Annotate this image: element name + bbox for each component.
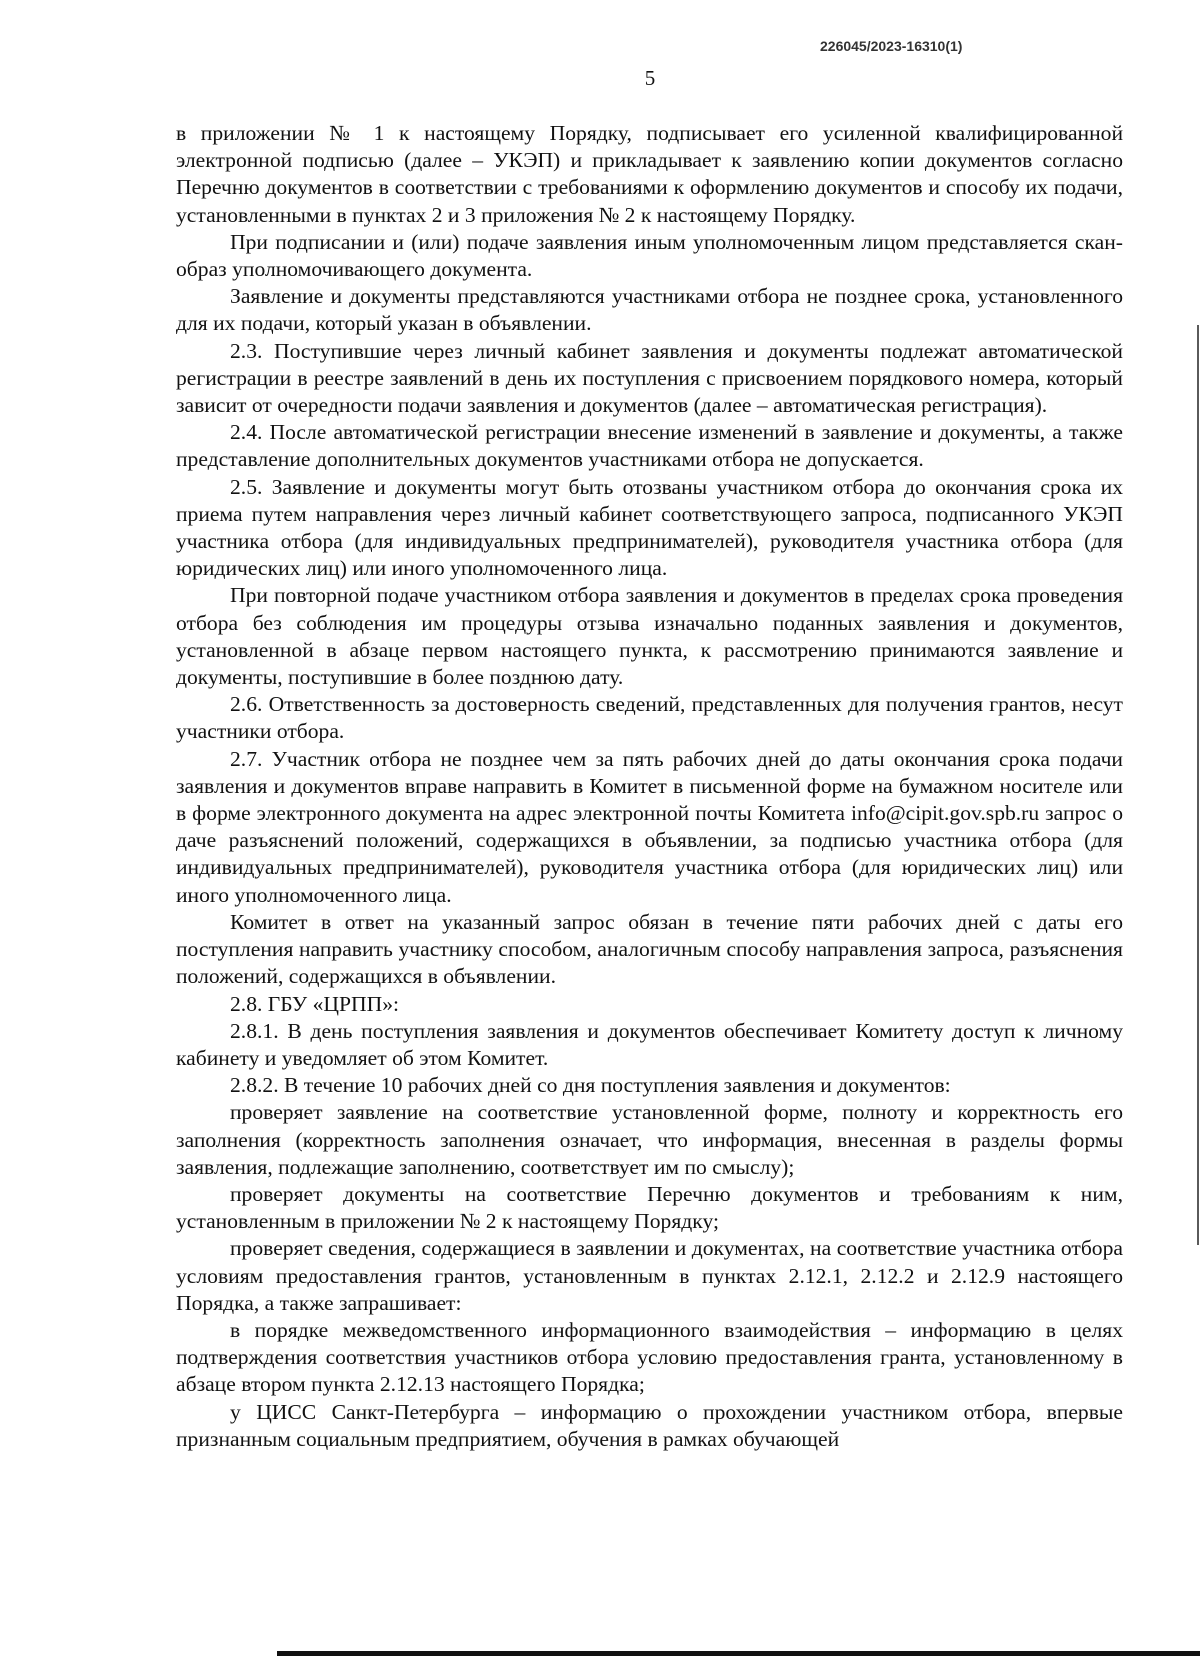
document-id: 226045/2023-16310(1) (820, 38, 963, 54)
paragraph: При повторной подаче участником отбора заявления и документов в пределах срока проведения отбора без соблюдения им процедуры отзыва изначально поданных заявления и документов, установленной в абзаце первом настоящего пункта, к рассмотрению принимаются заявление и документы, поступившие в более позднюю дату. (176, 583, 1123, 690)
paragraph: проверяет заявление на соответствие установленной форме, полноту и корректность его заполнения (корректность заполнения означает, что информация, внесенная в разделы формы заявления, подлежащие заполнению, соответствует им по смыслу); (176, 1100, 1123, 1179)
paragraph: 2.8.1. В день поступления заявления и документов обеспечивает Комитету доступ к личному кабинету и уведомляет об этом Комитет. (176, 1018, 1123, 1070)
document-body (176, 120, 1123, 1453)
paragraph: 2.8. ГБУ «ЦРПП»: (230, 991, 399, 1016)
paragraph: При подписании и (или) подаче заявления иным уполномоченным лицом представляется скан-образ уполномочивающего документа. (176, 229, 1123, 282)
paragraph: 2.8.2. В течение 10 рабочих дней со дня поступления заявления и документов: (230, 1073, 951, 1098)
paragraph: проверяет документы на соответствие Перечню документов и требованиям к ним, установленным в приложении № 2 к настоящему Порядку; (176, 1181, 1123, 1234)
paragraph: Комитет в ответ на указанный запрос обязан в течение пяти рабочих дней с даты его поступления направить участнику способом, аналогичным способу направления запроса, разъяснения положений, содержащихся в объявлении. (176, 909, 1123, 989)
scan-edge-line (1197, 325, 1199, 1245)
paragraph: Заявление и документы представляются участниками отбора не позднее срока, установленного для их подачи, который указан в объявлении. (176, 284, 1123, 336)
paragraph: 2.7. Участник отбора не позднее чем за пять рабочих дней до даты окончания срока подачи заявления и документов вправе направить в Комитет в письменной форме на бумажном носителе или в форме электронного документа на адрес электронной почты Комитета info@cipit.gov.spb.ru запрос о даче разъяснений положений, содержащихся в объявлении, за подписью участника отбора (для индивидуальных предпринимателей), руководителя участника отбора (для юридических лиц) или иного уполномоченного лица. (176, 746, 1123, 907)
paragraph: в порядке межведомственного информационного взаимодействия – информацию в целях подтверждения соответствия участников отбора условию предоставления гранта, установленному в абзаце втором пункта 2.12.13 настоящего Порядка; (176, 1317, 1123, 1397)
paragraph: 2.3. Поступившие через личный кабинет заявления и документы подлежат автоматической регистрации в реестре заявлений в день их поступления с присвоением порядкового номера, который зависит от очередности подачи заявления и документов (далее – автоматическая регистрация). (176, 338, 1123, 418)
paragraph: 2.4. После автоматической регистрации внесение изменений в заявление и документы, а также представление дополнительных документов участниками отбора не допускается. (176, 420, 1123, 472)
scan-bottom-line (277, 1651, 1200, 1656)
page-number: 5 (644, 66, 656, 90)
paragraph: у ЦИСС Санкт-Петербурга – информацию о прохождении участником отбора, впервые признанным социальным предприятием, обучения в рамках обучающей (176, 1399, 1123, 1451)
paragraph: 2.5. Заявление и документы могут быть отозваны участником отбора до окончания срока их приема путем направления через личный кабинет соответствующего запроса, подписанного УКЭП участника отбора (для индивидуальных предпринимателей), руководителя участника отбора (для юридических лиц) или иного уполномоченного лица. (176, 474, 1123, 581)
paragraph: 2.6. Ответственность за достоверность сведений, представленных для получения грантов, несут участники отбора. (176, 692, 1123, 744)
paragraph: проверяет сведения, содержащиеся в заявлении и документах, на соответствие участника отбора условиям предоставления грантов, установленным в пунктах 2.12.1, 2.12.2 и 2.12.9 настоящего Порядка, а также запрашивает: (176, 1236, 1123, 1315)
paragraph: в приложении № 1 к настоящему Порядку, подписывает его усиленной квалифицированной электронной подписью (далее – УКЭП) и прикладывает к заявлению копии документов согласно Перечню документов в соответствии с требованиями к оформлению документов и способу их подачи, установленными в пунктах 2 и 3 приложения № 2 к настоящему Порядку. (176, 121, 1123, 227)
